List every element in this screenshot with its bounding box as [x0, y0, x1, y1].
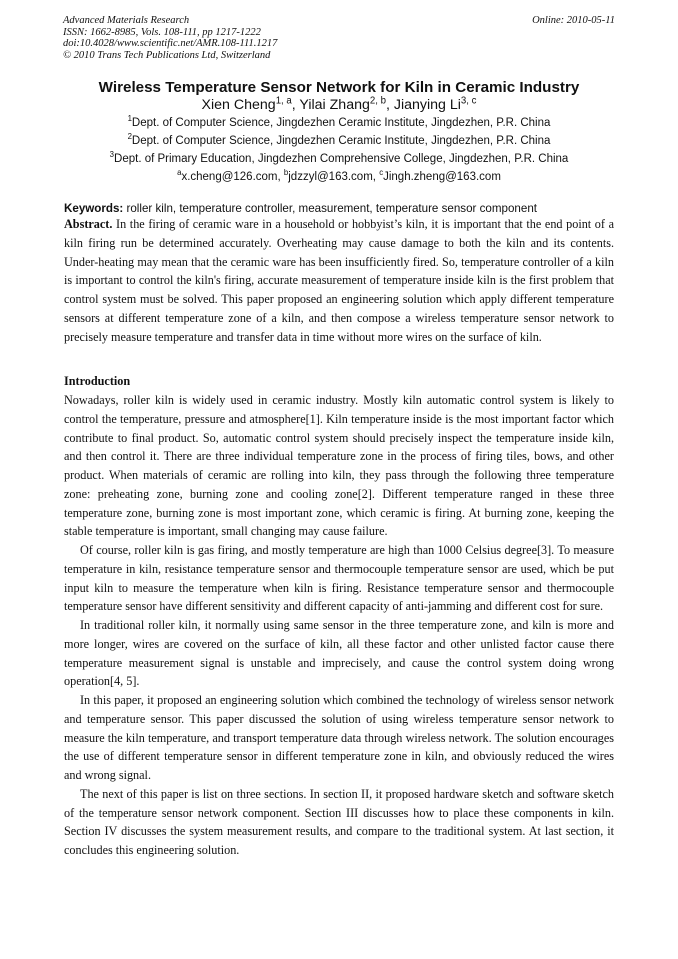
- keywords-label: Keywords:: [64, 202, 124, 215]
- online-date: Online: 2010-05-11: [532, 15, 615, 26]
- author: [394, 97, 477, 113]
- section-heading-introduction: Introduction: [64, 374, 131, 388]
- abstract-text: In the firing of ceramic ware in a household or hobbyist’s kiln, it is important that the end point of a kiln firing run be determined accurately. Overheating may cause damage to both the kiln and its contents. Under-heating may mean that the ceramic ware has been insufficiently fired. So, temperature controller of a kiln is important to control the kiln's firing, accurate measurement of temperature inside kiln is the first problem that control system must be solved. This paper proposed an engineering solution which apply different temperature sensors at different temperature zone of a kiln, and then compose a wireless temperature sensor network to precisely measure temperature and transfer data in time without more wires on the surface of kiln.: [64, 217, 614, 344]
- abstract-label: Abstract.: [64, 217, 113, 231]
- doi-line: doi:10.4028/www.scientific.net/AMR.108-111.1217: [63, 38, 278, 50]
- email-separator: ,: [372, 171, 380, 183]
- email-address[interactable]: x.cheng@126.com: [181, 171, 278, 183]
- journal-header: [63, 15, 615, 61]
- author-marks: 1, a: [275, 95, 292, 107]
- paragraph: In traditional roller kiln, it normally using same sensor in the three temperature zone, and kiln is more and more longer, wires are covered on the surface of kiln, all these factor and other unlisted factor cause there temperature measurement signal is unstable and imprecisely, and cause the control system doing wrong operation[4, 5].: [64, 618, 614, 689]
- journal-name: Advanced Materials Research: [63, 15, 190, 26]
- author-name: Jianying Li: [393, 97, 461, 113]
- affiliation-mark: 1: [127, 114, 132, 124]
- author-line: [40, 97, 638, 113]
- email-address[interactable]: jdzzyl@163.com: [288, 171, 373, 183]
- email-separator: ,: [277, 171, 284, 183]
- author-name: Yilai Zhang: [299, 97, 370, 113]
- abstract: [64, 215, 614, 346]
- affiliation-text: Dept. of Primary Education, Jingdezhen Comprehensive College, Jingdezhen, P.R. China: [114, 153, 569, 165]
- email-mark: b: [283, 168, 289, 178]
- paragraph: The next of this paper is list on three sections. In section II, it proposed hardware sketch and software sketch of the temperature sensor network component. Section III discusses how to place these components in kiln. Section IV discusses the system measurement results, and compare to the traditional system. At last section, it concludes this engineering solution.: [64, 786, 614, 857]
- affiliation-mark: 2: [127, 132, 132, 142]
- author-marks: 2, b: [369, 95, 386, 107]
- email-mark: c: [379, 168, 384, 178]
- copyright-line: © 2010 Trans Tech Publications Ltd, Switzerland: [63, 49, 271, 61]
- author-marks: 3, c: [460, 95, 477, 107]
- paper-title: Wireless Temperature Sensor Network for Kiln in Ceramic Industry: [98, 79, 580, 96]
- affiliation-text: Dept. of Computer Science, Jingdezhen Ceramic Institute, Jingdezhen, P.R. China: [131, 135, 551, 147]
- email-mark: a: [177, 168, 182, 178]
- keywords-line: [64, 202, 537, 215]
- author-separator: ,: [385, 97, 394, 113]
- email-address[interactable]: Jingh.zheng@163.com: [383, 171, 501, 183]
- paragraph: Nowadays, roller kiln is widely used in ceramic industry. Mostly kiln automatic control system is likely to control the temperature, pressure and atmosphere[1]. Kiln temperature inside is the most important factor which contribute to final product. So, automatic control system should precisely inspect the temperature inside kiln, and then control it. There are three individual temperature zone in the process of firing tiles, bows, and other product. When materials of ceramic are rolling into kiln, they pass through the following three temperature zone: preheating zone, burning zone and cooling zone[2]. Different temperature ranged in these three temperature zone, burning zone is most important zone, which ceramic is firing. At burning zone, keeping the stable temperature is important, small changing may cause failure.: [64, 393, 614, 539]
- introduction-body: [64, 391, 614, 860]
- affiliation: [40, 132, 638, 147]
- author: [299, 97, 393, 113]
- affiliation-text: Dept. of Computer Science, Jingdezhen Ceramic Institute, Jingdezhen, P.R. China: [131, 117, 551, 129]
- author-name: Xien Cheng: [201, 97, 276, 113]
- affiliation: [40, 150, 638, 165]
- author: [202, 97, 300, 113]
- affiliation-mark: 3: [109, 150, 115, 160]
- affiliation: [40, 114, 638, 129]
- keywords-text: roller kiln, temperature controller, measurement, temperature sensor component: [123, 202, 537, 215]
- author-separator: ,: [291, 97, 300, 113]
- email-line: [40, 168, 638, 183]
- issn-line: ISSN: 1662-8985, Vols. 108-111, pp 1217-1222: [63, 26, 261, 38]
- paragraph: Of course, roller kiln is gas firing, and mostly temperature are high than 1000 Celsius degree[3]. To measure temperature in kiln, resistance temperature sensor and thermocouple temperature sensor are used, which be put input kiln to measure the temperature when kiln is firing. Resistance temperature sensor and thermocouple temperature sensor have different sensitivity and different capacity of anti-jamming and different cost for sure.: [64, 543, 614, 614]
- paragraph: In this paper, it proposed an engineering solution which combined the technology of wireless sensor network and temperature sensor. This paper discussed the solution of using wireless temperature sensor network to measure the kiln temperature, and transport temperature data through wireless network. The solution encourages the use of different temperature sensor in different temperature zone in kiln, and obviously reduced the wires and wrong signal.: [64, 693, 614, 782]
